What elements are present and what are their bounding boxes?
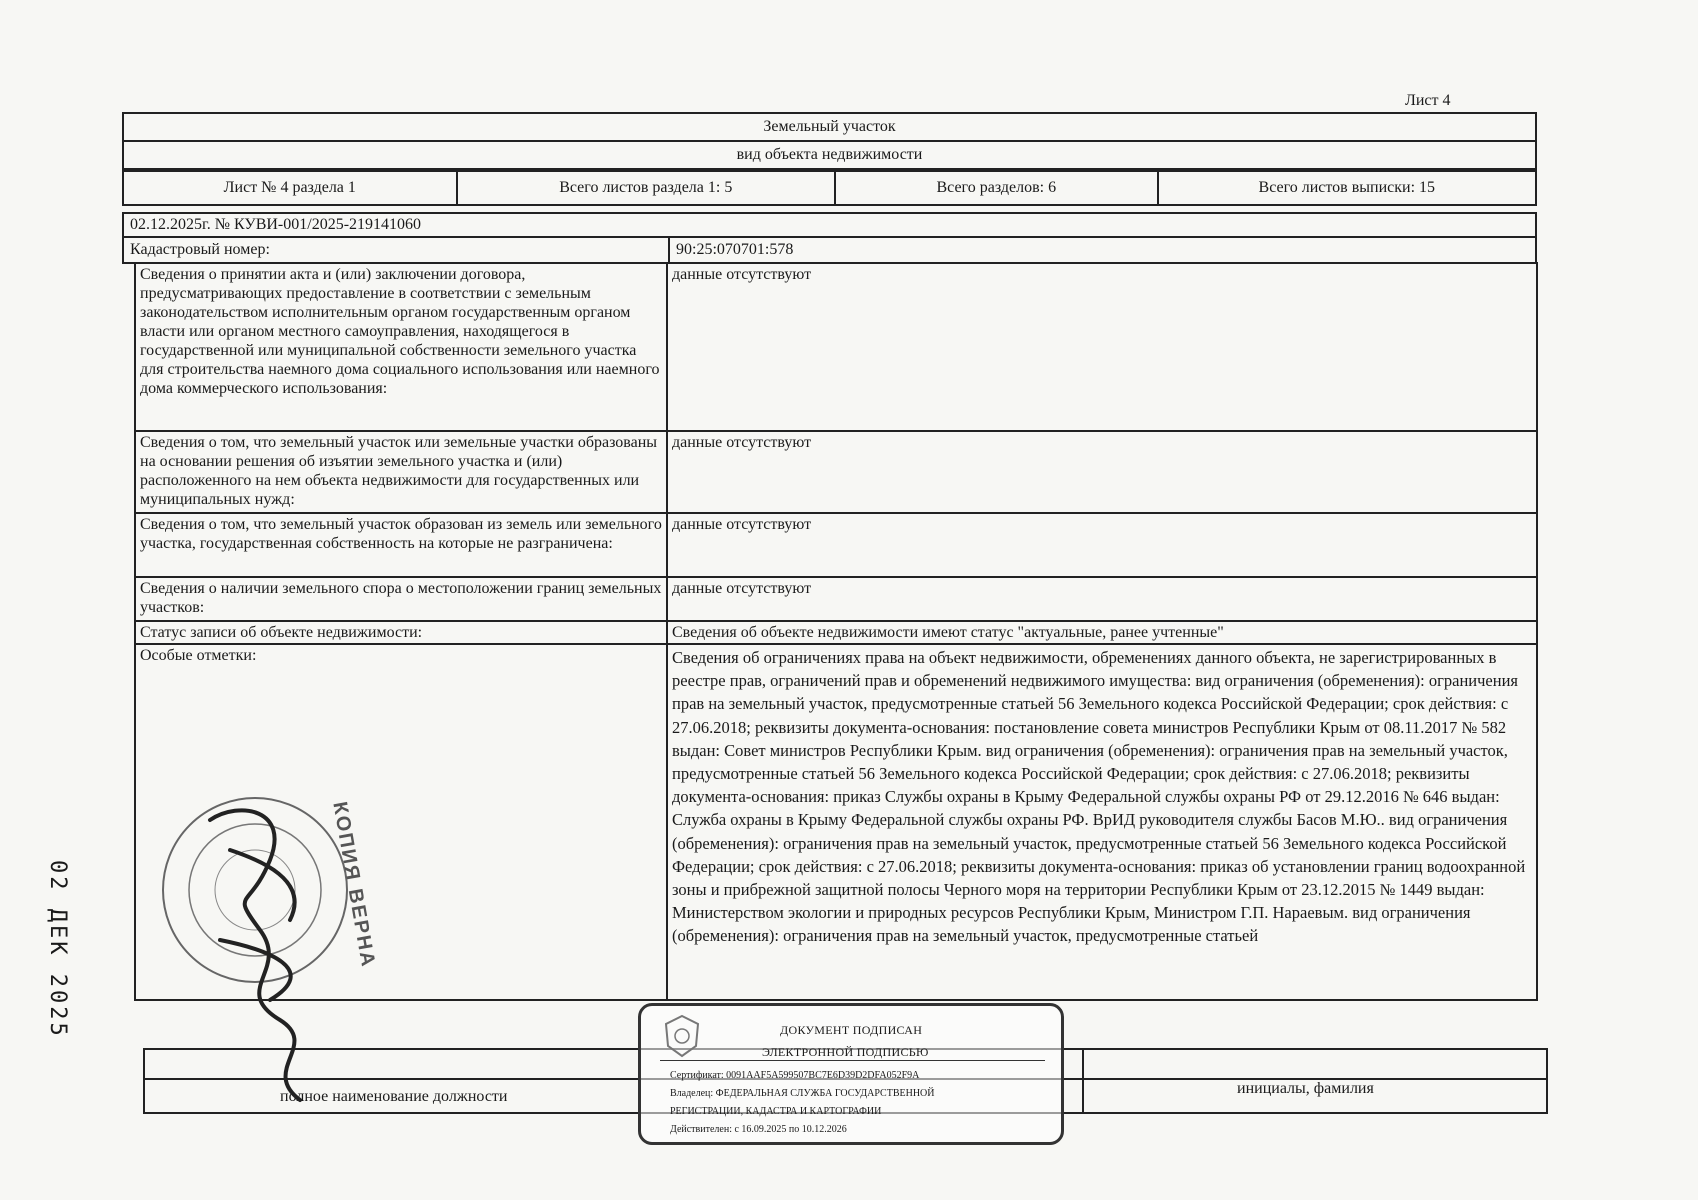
table-row [135, 513, 1537, 577]
signature-row-divider [1082, 1048, 1084, 1114]
row-label: Статус записи об объекте недвижимости: [135, 621, 667, 644]
e-signature-subtitle: ЭЛЕКТРОННОЙ ПОДПИСЬЮ [762, 1045, 929, 1059]
position-label: полное наименование должности [280, 1088, 508, 1105]
row-value: Сведения об объекте недвижимости имеют статус "актуальные, ранее учтенные" [667, 621, 1537, 644]
row-label: Сведения о наличии земельного спора о местоположении границ земельных участков: [135, 577, 667, 621]
row-label: Сведения о том, что земельный участок или земельные участки образованы на основании решения об изъятии земельного участка и (или) расположенного на нем объекта недвижимости для государственных или муниципальных нужд: [135, 431, 667, 513]
object-type-header: Земельный участок [122, 112, 1537, 142]
e-signature-divider [660, 1060, 1045, 1061]
emblem-icon [660, 1012, 704, 1060]
row-value: данные отсутствуют [667, 263, 1537, 431]
sheet-of-section: Лист № 4 раздела 1 [124, 172, 458, 204]
row-value: данные отсутствуют [667, 431, 1537, 513]
total-sections: Всего разделов: 6 [836, 172, 1159, 204]
sheet-number: Лист 4 [1405, 92, 1451, 109]
total-sheets-extract: Всего листов выписки: 15 [1258, 179, 1436, 196]
registration-number: 02.12.2025г. № КУВИ-001/2025-219141060 [122, 212, 1537, 238]
row-value: данные отсутствуют [667, 577, 1537, 621]
e-signature-validity: Действителен: с 16.09.2025 по 10.12.2026 [670, 1124, 847, 1135]
sheet-counts-row [122, 170, 1537, 206]
copy-verified-stamp: КОПИЯ ВЕРНА [328, 800, 380, 970]
special-marks-value: Сведения об ограничениях права на объект недвижимости, обременениях данного объекта, не зарегистрированных в реестре прав, ограничений прав и обременений недвижимого имущества: вид ограничения (обременения): ограничения прав на земельный участок, предусмотренные статьей 56 Земельного кодекса Российской Федерации; срок действия: с 27.06.2018; реквизиты документа-основания: постановление совета министров Республики Крым от 08.11.2017 № 582 выдан: Совет министров Республики Крым. вид ограничения (обременения): ограничения прав на земельный участок, предусмотренные статьей 56 Земельного кодекса Российской Федерации; срок действия: с 27.06.2018; реквизиты документа-основания: приказ Службы охраны в Крыму Федеральной службы охраны РФ от 29.12.2016 № 646 выдан: Служба охраны в Крыму Федеральной службы охраны РФ. ВрИД руководителя службы Басов М.Ю.. вид ограничения (обременения): ограничения прав на земельный участок, предусмотренные статьей 56 Земельного кодекса Российской Федерации; срок действия: с 27.06.2018; реквизиты документа-основания: приказ об установлении границ водоохранной зоны и прибрежной защитной полосы Черного моря на территории Республики Крым от 23.12.2015 № 1449 выдан: Министерством экологии и природных ресурсов Республики Крым, Министром Г.П. Нараевым. вид ограничения (обременения): ограничения прав на земельный участок, предусмотренные статьей [667, 644, 1537, 1000]
special-marks-label: Особые отметки: [135, 644, 667, 1000]
e-signature-owner-2: РЕГИСТРАЦИИ, КАДАСТРА И КАРТОГРАФИИ [670, 1106, 882, 1117]
table-row [135, 577, 1537, 621]
table-row [135, 263, 1537, 431]
total-sheets-section: Всего листов раздела 1: 5 [458, 172, 836, 204]
e-signature-title: ДОКУМЕНТ ПОДПИСАН [780, 1023, 923, 1037]
table-row [135, 431, 1537, 513]
initials-label: инициалы, фамилия [1237, 1080, 1374, 1097]
object-kind-caption: вид объекта недвижимости [122, 140, 1537, 170]
e-signature-certificate: Сертификат: 0091AAF5A599507BC7E6D39D2DFA052F9A [670, 1070, 920, 1081]
date-stamp: 02 ДЕК 2025 [45, 860, 70, 1039]
cadastral-value: 90:25:070701:578 [676, 241, 794, 258]
e-signature-owner-1: Владелец: ФЕДЕРАЛЬНАЯ СЛУЖБА ГОСУДАРСТВЕННОЙ [670, 1088, 935, 1099]
row-value: данные отсутствуют [667, 513, 1537, 577]
row-label: Сведения о том, что земельный участок образован из земель или земельного участка, государственная собственность на которые не разграничена: [135, 513, 667, 577]
row-label: Сведения о принятии акта и (или) заключении договора, предусматривающих предоставление в соответствии с земельным законодательством исполнительным органом государственным органом власти или органом местного самоуправления, находящегося в государственной или муниципальной собственности земельного участка для строительства наемного дома социального использования или наемного дома коммерческого использования: [135, 263, 667, 431]
cadastral-row [122, 236, 1537, 264]
handwritten-signature-icon [170, 800, 380, 1130]
table-row [135, 621, 1537, 644]
cadastral-label: Кадастровый номер: [124, 238, 670, 262]
